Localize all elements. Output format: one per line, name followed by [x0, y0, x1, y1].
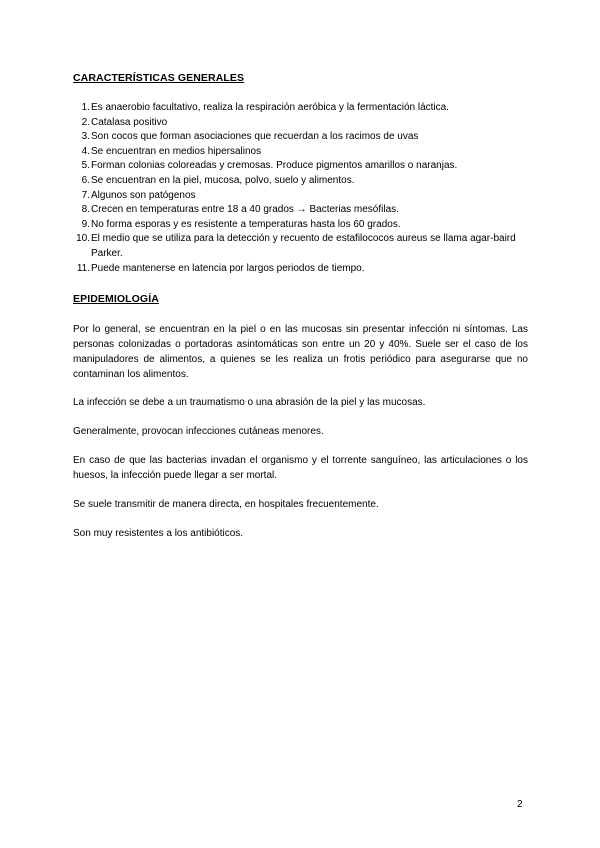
list-item-text: Es anaerobio facultativo, realiza la respiración aeróbica y la fermentación láctica.	[91, 102, 449, 113]
list-item	[73, 145, 533, 160]
list-item-text: Catalasa positivo	[91, 116, 168, 128]
list-item-text: Se encuentran en la piel, mucosa, polvo, suelo y alimentos.	[91, 174, 355, 186]
list-item-text: Algunos son patógenos	[91, 189, 196, 201]
section-heading-characteristics: CARACTERÍSTICAS GENERALES	[73, 72, 245, 84]
list-item-number: 3.	[81, 131, 90, 143]
list-item	[73, 159, 533, 174]
list-item	[73, 203, 533, 218]
list-item-number: 9.	[81, 218, 90, 230]
list-item-number: 7.	[81, 189, 90, 201]
section-heading-epidemiology: EPIDEMIOLOGÍA	[73, 293, 159, 305]
list-item-text: Crecen en temperaturas entre 18 a 40 grados → Bacterias mesófilas.	[91, 204, 399, 216]
epidemiology-paragraph: Generalmente, provocan infecciones cutáneas menores.	[73, 426, 324, 437]
epidemiology-paragraph: En caso de que las bacterias invadan el organismo y el torrente sanguíneo, las articulaciones o los huesos, la infección puede llegar a ser mortal.	[73, 455, 528, 481]
list-item-text: Forman colonias coloreadas y cremosas. Produce pigmentos amarillos o naranjas.	[91, 160, 458, 172]
characteristics-list	[73, 101, 533, 276]
list-item	[73, 189, 533, 204]
list-item-number: 4.	[81, 145, 90, 157]
list-item-text: El medio que se utiliza para la detección y recuento de estafilococos aureus se llama agar-baird Parker.	[91, 233, 516, 259]
epidemiology-paragraph: La infección se debe a un traumatismo o una abrasión de la piel y las mucosas.	[73, 397, 426, 408]
list-item-text: Se encuentran en medios hipersalinos	[91, 145, 262, 157]
page-number: 2	[517, 799, 523, 810]
epidemiology-paragraph: Por lo general, se encuentran en la piel o en las mucosas sin presentar infección ni síntomas. Las personas colonizadas o portadoras asintomáticas son entre un 20 y 40%. Suele ser el caso de los manipuladores de alimentos, a quienes se les realiza un frotis periódico para asegurarse que no contaminan los alimentos.	[73, 324, 528, 380]
list-item	[73, 262, 533, 277]
list-item-text: Son cocos que forman asociaciones que recuerdan a los racimos de uvas	[91, 131, 419, 143]
list-item	[73, 174, 533, 189]
list-item	[73, 218, 533, 233]
epidemiology-paragraph: Se suele transmitir de manera directa, en hospitales frecuentemente.	[73, 499, 379, 510]
list-item-number: 5.	[81, 160, 90, 172]
list-item	[73, 116, 533, 131]
list-item-number: 11.	[76, 262, 90, 274]
list-item-number: 2.	[81, 116, 90, 128]
list-item	[73, 130, 533, 145]
list-item-number: 8.	[81, 204, 90, 216]
epidemiology-paragraph: Son muy resistentes a los antibióticos.	[73, 528, 244, 539]
list-item-text: Puede mantenerse en latencia por largos periodos de tiempo.	[91, 262, 365, 274]
list-item-number: 6.	[81, 174, 90, 186]
list-item-number: 10.	[76, 233, 90, 245]
list-item-number: 1.	[81, 102, 90, 113]
list-item	[73, 101, 533, 116]
list-item	[73, 232, 533, 261]
list-item-text: No forma esporas y es resistente a temperaturas hasta los 60 grados.	[91, 218, 401, 230]
